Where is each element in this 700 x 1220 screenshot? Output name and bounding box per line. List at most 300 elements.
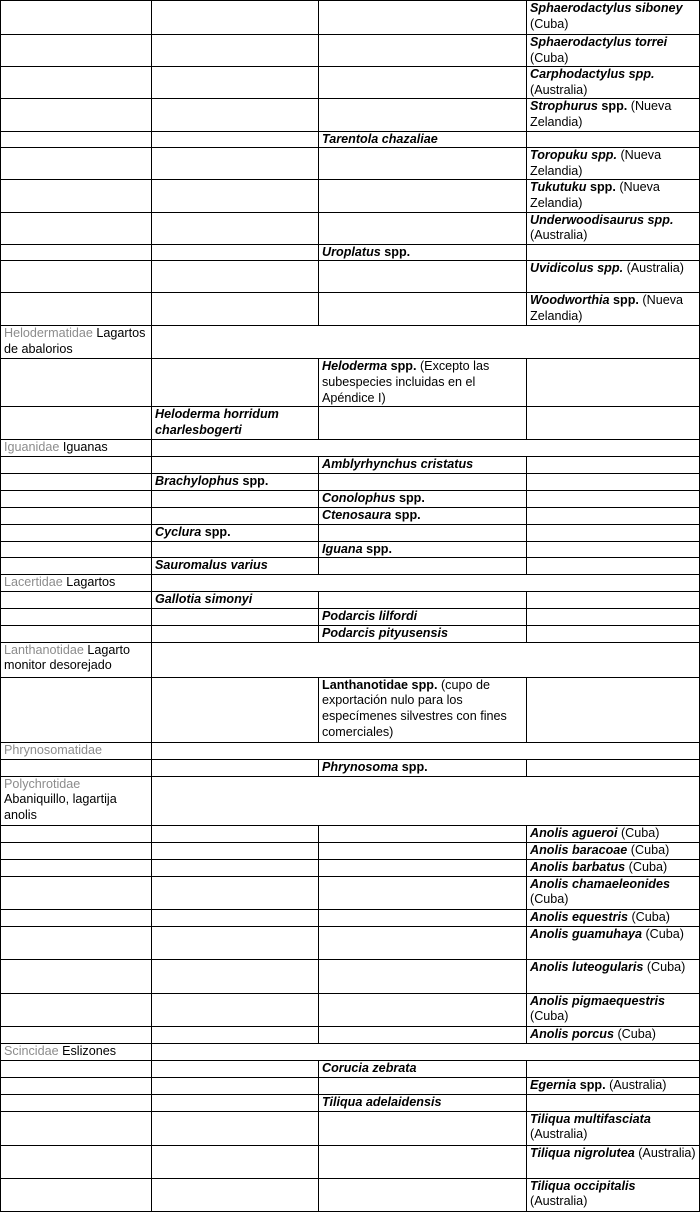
family-empty-cell <box>152 575 700 592</box>
species-row <box>1 759 700 776</box>
empty-cell <box>319 959 527 993</box>
species-cell <box>527 876 700 909</box>
empty-cell <box>152 909 319 926</box>
species-row <box>1 592 700 609</box>
species-row <box>1 1094 700 1111</box>
empty-cell <box>1 524 152 541</box>
species-note: (Cuba) <box>530 16 569 31</box>
empty-cell <box>1 99 152 131</box>
empty-cell <box>527 609 700 626</box>
family-empty-cell <box>152 326 700 359</box>
empty-cell <box>527 131 700 148</box>
species-row <box>1 1077 700 1094</box>
empty-cell <box>527 507 700 524</box>
species-row <box>1 825 700 842</box>
empty-cell <box>319 148 527 180</box>
species-name: spp. <box>238 474 269 489</box>
species-name: Anolis porcus <box>530 1026 614 1041</box>
empty-cell <box>1 876 152 909</box>
empty-cell <box>1 609 152 626</box>
species-note: (Nueva Zelandia) <box>530 99 672 129</box>
species-name: Anolis pigmaequestris <box>530 993 666 1008</box>
empty-cell <box>527 592 700 609</box>
empty-cell <box>152 993 319 1026</box>
species-row <box>1 293 700 326</box>
empty-cell <box>152 842 319 859</box>
species-cell <box>319 244 527 261</box>
family-name: Polychrotidae <box>4 776 81 791</box>
species-cell <box>319 457 527 474</box>
empty-cell <box>152 261 319 293</box>
empty-cell <box>1 592 152 609</box>
family-row <box>1 642 700 677</box>
empty-cell <box>1 148 152 180</box>
empty-cell <box>319 67 527 99</box>
species-row <box>1 180 700 212</box>
species-cell <box>527 859 700 876</box>
species-name: Phrynosoma <box>322 759 399 774</box>
empty-cell <box>1 541 152 558</box>
species-cell <box>527 1111 700 1145</box>
empty-cell <box>1 261 152 293</box>
species-row <box>1 677 700 742</box>
species-row <box>1 131 700 148</box>
family-cell <box>1 776 152 825</box>
species-row <box>1 842 700 859</box>
empty-cell <box>319 1111 527 1145</box>
empty-cell <box>152 926 319 959</box>
species-cell <box>527 959 700 993</box>
family-cell <box>1 575 152 592</box>
empty-cell <box>152 293 319 326</box>
species-name: spp. <box>576 1077 606 1092</box>
empty-cell <box>152 35 319 67</box>
family-empty-cell <box>152 440 700 457</box>
species-cell <box>527 825 700 842</box>
species-cell <box>527 1026 700 1043</box>
family-row <box>1 326 700 359</box>
empty-cell <box>319 99 527 131</box>
family-name: Lacertidae <box>4 575 63 590</box>
species-name: Amblyrhynchus cristatus <box>322 457 474 472</box>
species-name: spp. <box>362 541 392 556</box>
empty-cell <box>1 1060 152 1077</box>
species-name: Iguana <box>322 541 363 556</box>
family-name: Helodermatidae <box>4 326 93 341</box>
species-name: spp. <box>609 293 639 308</box>
species-cell <box>319 491 527 508</box>
family-empty-cell <box>152 776 700 825</box>
species-note: (Excepto las subespecies incluidas en el Apéndice I) <box>322 359 490 405</box>
empty-cell <box>527 541 700 558</box>
species-cell <box>527 67 700 99</box>
species-row <box>1 507 700 524</box>
species-note: (cupo de exportación nulo para los especímenes silvestres con fines comerciales) <box>322 677 507 739</box>
species-name: Tarentola chazaliae <box>322 131 438 146</box>
empty-cell <box>319 180 527 212</box>
species-name: Cyclura <box>155 524 202 539</box>
empty-cell <box>319 35 527 67</box>
species-name: Underwoodisaurus spp. <box>530 212 674 227</box>
species-cell <box>152 592 319 609</box>
species-row <box>1 859 700 876</box>
empty-cell <box>319 212 527 244</box>
species-row <box>1 148 700 180</box>
empty-cell <box>527 759 700 776</box>
empty-cell <box>152 148 319 180</box>
empty-cell <box>319 842 527 859</box>
empty-cell <box>152 625 319 642</box>
empty-cell <box>152 1094 319 1111</box>
empty-cell <box>1 1 152 35</box>
empty-cell <box>527 1060 700 1077</box>
species-name: spp. <box>586 180 616 195</box>
species-cell <box>319 609 527 626</box>
empty-cell <box>1 244 152 261</box>
empty-cell <box>1 491 152 508</box>
species-name: Woodworthia <box>530 293 610 308</box>
empty-cell <box>1 859 152 876</box>
species-cell <box>319 625 527 642</box>
species-name: Podarcis pityusensis <box>322 625 448 640</box>
species-cell <box>319 1094 527 1111</box>
species-name: spp. <box>387 359 417 374</box>
empty-cell <box>152 541 319 558</box>
species-cell <box>527 909 700 926</box>
empty-cell <box>319 293 527 326</box>
empty-cell <box>527 407 700 440</box>
empty-cell <box>527 677 700 742</box>
empty-cell <box>1 1026 152 1043</box>
species-row <box>1 926 700 959</box>
empty-cell <box>152 507 319 524</box>
species-note: (Cuba) <box>627 842 670 857</box>
empty-cell <box>1 212 152 244</box>
empty-cell <box>152 1 319 35</box>
species-note: (Australia) <box>530 82 588 97</box>
family-row <box>1 742 700 759</box>
species-row <box>1 261 700 293</box>
empty-cell <box>319 474 527 491</box>
species-row <box>1 212 700 244</box>
species-name: Ctenosaura <box>322 507 392 522</box>
species-row <box>1 99 700 131</box>
species-name: Sphaerodactylus siboney <box>530 1 683 15</box>
species-cell <box>527 1077 700 1094</box>
species-name: Anolis luteogularis <box>530 959 644 974</box>
species-name: Lanthanotidae <box>322 677 409 692</box>
species-row <box>1 491 700 508</box>
family-row <box>1 1043 700 1060</box>
species-name: Anolis chamaeleonides <box>530 876 670 891</box>
empty-cell <box>319 558 527 575</box>
family-cell <box>1 1043 152 1060</box>
species-name: spp. <box>398 759 428 774</box>
empty-cell <box>152 1026 319 1043</box>
species-row <box>1 959 700 993</box>
family-cell <box>1 326 152 359</box>
species-name: Anolis barbatus <box>530 859 626 874</box>
family-cell <box>1 642 152 677</box>
empty-cell <box>1 825 152 842</box>
empty-cell <box>152 1178 319 1211</box>
empty-cell <box>319 1145 527 1178</box>
species-note: (Cuba) <box>530 1009 569 1024</box>
species-cell <box>527 1178 700 1211</box>
species-note: (Australia) <box>605 1077 667 1092</box>
empty-cell <box>527 244 700 261</box>
species-name: Anolis guamuhaya <box>530 926 642 941</box>
species-row <box>1 609 700 626</box>
empty-cell <box>152 67 319 99</box>
empty-cell <box>1 457 152 474</box>
empty-cell <box>319 825 527 842</box>
empty-cell <box>152 359 319 407</box>
empty-cell <box>527 474 700 491</box>
species-cell <box>527 1 700 35</box>
species-cell <box>527 212 700 244</box>
species-cell <box>527 293 700 326</box>
species-cell <box>319 677 527 742</box>
species-note: (Australia) <box>634 1145 696 1160</box>
empty-cell <box>1 1145 152 1178</box>
family-common-name: Abaniquillo, lagartija anolis <box>4 792 117 823</box>
family-common-name: Lagartos de abalorios <box>4 326 146 356</box>
empty-cell <box>319 592 527 609</box>
empty-cell <box>1 131 152 148</box>
species-cell <box>152 524 319 541</box>
empty-cell <box>319 1178 527 1211</box>
species-cell <box>319 131 527 148</box>
empty-cell <box>152 859 319 876</box>
species-name: Sphaerodactylus torrei <box>530 35 668 49</box>
species-name: spp. <box>201 524 231 539</box>
empty-cell <box>152 759 319 776</box>
empty-cell <box>152 609 319 626</box>
species-cell <box>527 35 700 67</box>
empty-cell <box>527 1094 700 1111</box>
empty-cell <box>1 926 152 959</box>
empty-cell <box>1 1111 152 1145</box>
family-name: Iguanidae <box>4 440 60 455</box>
empty-cell <box>152 1077 319 1094</box>
empty-cell <box>152 677 319 742</box>
species-note: (Australia) <box>530 228 588 243</box>
species-cell <box>527 99 700 131</box>
species-name: Anolis equestris <box>530 909 628 924</box>
empty-cell <box>319 524 527 541</box>
empty-cell <box>1 67 152 99</box>
species-row <box>1 1145 700 1178</box>
species-row <box>1 1 700 35</box>
species-row <box>1 457 700 474</box>
empty-cell <box>527 558 700 575</box>
species-cell <box>527 1145 700 1178</box>
empty-cell <box>152 825 319 842</box>
species-name: Tiliqua adelaidensis <box>322 1094 442 1109</box>
species-name: Uroplatus <box>322 244 381 259</box>
empty-cell <box>319 1077 527 1094</box>
species-row <box>1 359 700 407</box>
species-note: (Cuba) <box>530 50 569 65</box>
empty-cell <box>1 959 152 993</box>
species-name: Brachylophus <box>155 474 239 489</box>
family-row <box>1 575 700 592</box>
empty-cell <box>319 1 527 35</box>
species-name: spp. <box>408 677 438 692</box>
empty-cell <box>319 1026 527 1043</box>
species-row <box>1 993 700 1026</box>
empty-cell <box>1 625 152 642</box>
species-note: (Australia) <box>530 1127 588 1142</box>
family-empty-cell <box>152 742 700 759</box>
empty-cell <box>1 558 152 575</box>
species-row <box>1 524 700 541</box>
empty-cell <box>152 180 319 212</box>
family-name: Phrynosomatidae <box>4 742 103 757</box>
empty-cell <box>152 131 319 148</box>
species-cell <box>319 759 527 776</box>
empty-cell <box>1 507 152 524</box>
empty-cell <box>152 1111 319 1145</box>
empty-cell <box>1 759 152 776</box>
empty-cell <box>152 457 319 474</box>
empty-cell <box>1 474 152 491</box>
species-name: Gallotia simonyi <box>155 592 253 607</box>
species-cell <box>527 261 700 293</box>
species-row <box>1 35 700 67</box>
species-row <box>1 541 700 558</box>
empty-cell <box>1 407 152 440</box>
species-name: Heloderma horridum charlesbogerti <box>155 407 279 437</box>
family-empty-cell <box>152 1043 700 1060</box>
empty-cell <box>527 524 700 541</box>
empty-cell <box>319 993 527 1026</box>
species-note: (Cuba) <box>617 825 660 840</box>
species-row <box>1 1026 700 1043</box>
species-name: Egernia <box>530 1077 577 1092</box>
empty-cell <box>319 876 527 909</box>
empty-cell <box>319 859 527 876</box>
species-name: spp. <box>597 99 628 114</box>
species-cell <box>527 993 700 1026</box>
species-note: (Cuba) <box>530 892 569 907</box>
species-cell <box>319 541 527 558</box>
species-row <box>1 1111 700 1145</box>
family-cell <box>1 742 152 759</box>
empty-cell <box>152 876 319 909</box>
family-row <box>1 440 700 457</box>
empty-cell <box>152 212 319 244</box>
empty-cell <box>152 244 319 261</box>
empty-cell <box>527 359 700 407</box>
family-common-name: Lagarto monitor desorejado <box>4 642 131 673</box>
species-cell <box>152 407 319 440</box>
species-note: (Nueva Zelandia) <box>530 293 684 323</box>
species-row <box>1 67 700 99</box>
species-cell <box>527 148 700 180</box>
species-note: (Australia) <box>623 261 684 276</box>
species-name: Conolophus <box>322 491 396 506</box>
species-name: Sauromalus varius <box>155 558 268 573</box>
empty-cell <box>1 35 152 67</box>
species-row <box>1 558 700 575</box>
species-cell <box>319 359 527 407</box>
empty-cell <box>319 407 527 440</box>
species-note: (Cuba) <box>613 1026 656 1041</box>
empty-cell <box>1 1094 152 1111</box>
empty-cell <box>319 909 527 926</box>
species-name: Tiliqua nigrolutea <box>530 1145 635 1160</box>
species-note: (Cuba) <box>643 959 686 974</box>
family-common-name: Lagartos <box>62 575 116 590</box>
species-row <box>1 1060 700 1077</box>
empty-cell <box>527 625 700 642</box>
species-name: Uvidicolus spp. <box>530 261 624 276</box>
family-empty-cell <box>152 642 700 677</box>
species-name: Tukutuku <box>530 180 587 195</box>
species-cell <box>527 842 700 859</box>
species-row <box>1 407 700 440</box>
species-note: (Nueva Zelandia) <box>530 148 662 178</box>
species-name: Strophurus <box>530 99 598 114</box>
species-cell <box>152 558 319 575</box>
empty-cell <box>527 491 700 508</box>
species-cell <box>319 507 527 524</box>
species-name: Toropuku spp. <box>530 148 617 163</box>
species-note: (Cuba) <box>627 909 670 924</box>
species-note: (Cuba) <box>641 926 684 941</box>
species-row <box>1 1178 700 1211</box>
family-name: Scincidae <box>4 1043 59 1058</box>
species-row <box>1 625 700 642</box>
species-note: (Australia) <box>530 1194 588 1209</box>
family-name: Lanthanotidae <box>4 642 84 657</box>
species-name: spp. <box>395 491 425 506</box>
empty-cell <box>152 1145 319 1178</box>
empty-cell <box>1 677 152 742</box>
empty-cell <box>152 1060 319 1077</box>
species-name: Anolis baracoae <box>530 842 628 857</box>
empty-cell <box>152 959 319 993</box>
species-row <box>1 876 700 909</box>
species-cell <box>319 1060 527 1077</box>
empty-cell <box>1 909 152 926</box>
species-note: (Cuba) <box>625 859 668 874</box>
species-name: Carphodactylus spp. <box>530 67 655 82</box>
table-body <box>1 1 700 1212</box>
empty-cell <box>1 1178 152 1211</box>
empty-cell <box>1 359 152 407</box>
family-common-name: Eslizones <box>58 1043 117 1058</box>
empty-cell <box>527 457 700 474</box>
species-name: Tiliqua multifasciata <box>530 1111 651 1126</box>
species-name: Corucia zebrata <box>322 1060 417 1075</box>
species-name: Anolis agueroi <box>530 825 618 840</box>
species-name: Podarcis lilfordi <box>322 609 418 624</box>
family-cell <box>1 440 152 457</box>
species-row <box>1 909 700 926</box>
species-name: Heloderma <box>322 359 388 374</box>
species-cell <box>152 474 319 491</box>
empty-cell <box>1 1077 152 1094</box>
species-cell <box>527 180 700 212</box>
empty-cell <box>319 926 527 959</box>
family-row <box>1 776 700 825</box>
empty-cell <box>1 993 152 1026</box>
family-common-name: Iguanas <box>59 440 108 455</box>
empty-cell <box>152 491 319 508</box>
